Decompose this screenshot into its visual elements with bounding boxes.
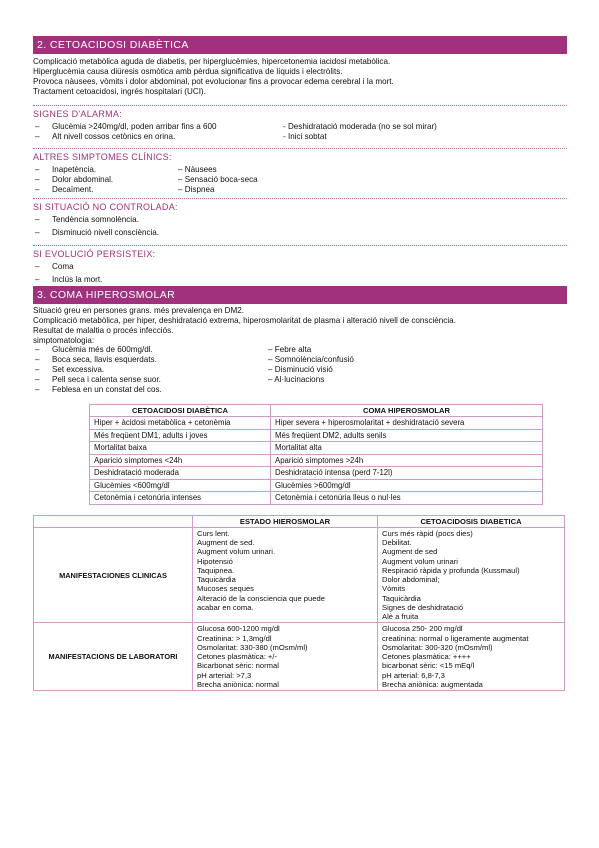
- row-label: MANIFESTACIONS DE LABORATORI: [34, 623, 193, 691]
- intro-line: Hiperglucèmia causa diüresis osmòtica amb pèrdua significativa de líquids i electròlits.: [33, 66, 343, 76]
- comparison-table-2: [33, 515, 565, 692]
- section-2-header: 2. CETOACIDOSI DIABÈTICA: [33, 36, 567, 54]
- list-item: – Feblesa en un constat del cos.: [35, 384, 162, 394]
- column-header: CETOACIDOSIS DIABETICA: [378, 515, 565, 527]
- other-symptoms-list: [33, 165, 567, 195]
- alarm-signs-title: SIGNES D'ALARMA:: [33, 109, 123, 120]
- intro-line: Resultat de malaltia o procés infecciós.: [33, 325, 174, 335]
- section-2-intro: [33, 57, 567, 96]
- table-header-row: [34, 515, 565, 527]
- list-item: – Glucèmia >240mg/dl, poden arribar fins a 600: [35, 122, 217, 132]
- list-item: – Disminució visió: [268, 365, 333, 375]
- intro-line: Complicació metabòlica aguda de diabetis, per hiperglucèmies, hipercetonemia iacidosi metabòlica.: [33, 57, 391, 66]
- table-row: [34, 623, 565, 691]
- section-3-intro: [33, 306, 567, 345]
- list-item: – Inapetència.: [35, 165, 97, 175]
- list-item: – Disminució nivell consciència.: [35, 227, 160, 237]
- list-item: – Boca seca, llavis esquerdats.: [35, 355, 157, 365]
- comparison-table-1: [89, 404, 543, 505]
- column-header: [34, 515, 193, 527]
- uncontrolled-title: SI SITUACIÓ NO CONTROLADA:: [33, 201, 178, 212]
- table-row: Cetonèmia i cetonúria intenses Cetonèmia i cetonúria lleus o nul·les: [90, 492, 543, 505]
- list-item: – Febre alta: [268, 345, 312, 355]
- row-label: MANIFESTACIONES CLINICAS: [34, 527, 193, 623]
- column-header: ESTADO HIEROSMOLAR: [193, 515, 378, 527]
- document-page: [33, 36, 567, 691]
- table-row: Glucèmies <600mg/dl Glucèmies >600mg/dl: [90, 479, 543, 492]
- list-item: – Inclús la mort.: [35, 275, 103, 285]
- cell-ketoacidosis: Curs més ràpid (pocs dies) Debilitat. Augment de sed Augment volum urinari Respiració ràpida y profunda (Kussmaul) Dolor abdominal; Vòmits Taquicàrdia Signes de deshidratació Alè a fruita: [378, 527, 565, 623]
- list-item: – Alt nivell cossos cetònics en orina.: [35, 132, 176, 142]
- persist-title: SI EVOLUCIÓ PERSISTEIX:: [33, 249, 156, 260]
- section-3-header: 3. COMA HIPEROSMOLAR: [33, 286, 567, 304]
- cell-hyperosmolar: Curs lent. Augment de sed. Augment volum urinari. Hipotensió Taquipnea. Taquicàrdia Mucoses seques Alteració de la consciencia que puede acabar en coma.: [193, 527, 378, 623]
- intro-line: Provoca nàusees, vòmits i dolor abdominal, pot evolucionar fins a provocar edema cerebral i la mort.: [33, 76, 394, 86]
- cell-hyperosmolar: Glucosa 600-1200 mg/dl Creatinina: > 1,3mg/dl Osmolaritat: 330-380 (mOsm/ml) Cetones plasmàtica: +/- Bicarbonat sèric: normal pH arterial: >7,3 Brecha aniònica: normal: [193, 623, 378, 691]
- table-row: Aparició símptomes <24h Aparició símptomes >24h: [90, 454, 543, 467]
- intro-line: simptomatologia:: [33, 335, 95, 345]
- divider: [33, 245, 567, 246]
- other-symptoms-title: ALTRES SIMPTOMES CLÍNICS:: [33, 152, 172, 163]
- list-item: – Dispnea: [178, 184, 215, 194]
- list-item: – Somnolència/confusió: [268, 355, 354, 365]
- intro-line: Tractament cetoacidosi, ingrés hospitalari (UCI).: [33, 86, 206, 96]
- list-item: – Al·lucinacions: [268, 375, 325, 385]
- table-row: [34, 527, 565, 623]
- list-item: – Tendència somnolència.: [35, 214, 139, 224]
- symptoms-list: [33, 345, 567, 394]
- table-row: Mortalitat baixa Mortalitat alta: [90, 442, 543, 455]
- intro-line: Situació greu en persones grans. més prevalença en DM2.: [33, 306, 245, 316]
- list-item: – Sensació boca-seca: [178, 174, 258, 184]
- column-header: CETOACIDOSI DIABÈTICA: [90, 404, 271, 416]
- divider: [33, 105, 567, 106]
- list-item: – Decaïment.: [35, 184, 94, 194]
- table-row: Més freqüent DM1, adults i joves Més freqüent DM2, adults senils: [90, 429, 543, 442]
- alarm-signs-list: [33, 122, 567, 142]
- divider: [33, 148, 567, 149]
- list-item: – Set excessiva.: [35, 365, 105, 375]
- table-row: Hiper + àcidosi metabòlica + cetonèmia Hiper severa + hiperosmolaritat + deshidratació severa: [90, 417, 543, 430]
- list-item: – Coma: [35, 262, 74, 272]
- list-item: – Dolor abdominal.: [35, 174, 114, 184]
- cell-ketoacidosis: Glucosa 250- 200 mg/dl creatinina: normal o ligeramente augmentat Osmolaritat: 300-320 (mOsm/ml) Cetones plasmàtica: ++++ bicarbonat sèric: <15 mEq/l pH arterial: 6,8-7,3 Brecha aniònica: augmentada: [378, 623, 565, 691]
- table-header-row: [90, 404, 543, 416]
- list-item: – Nàusees: [178, 165, 217, 175]
- column-header: COMA HIPEROSMOLAR: [271, 404, 543, 416]
- list-item: – Glucèmia més de 600mg/dl.: [35, 345, 153, 355]
- persist-list: [33, 262, 567, 285]
- divider: [33, 198, 567, 199]
- table-row: Deshidratació moderada Deshidratació intensa (perd 7-12l): [90, 467, 543, 480]
- uncontrolled-list: [33, 215, 567, 238]
- list-item: - Deshidratació moderada (no se sol mirar): [283, 122, 437, 132]
- intro-line: Complicació metabòlica, per hiper, deshidratació extrema, hiperosmolaritat de plasma i alteració nivell de consciència.: [33, 315, 456, 325]
- list-item: – Pell seca i calenta sense suor.: [35, 375, 161, 385]
- list-item: - Inici sobtat: [283, 132, 327, 142]
